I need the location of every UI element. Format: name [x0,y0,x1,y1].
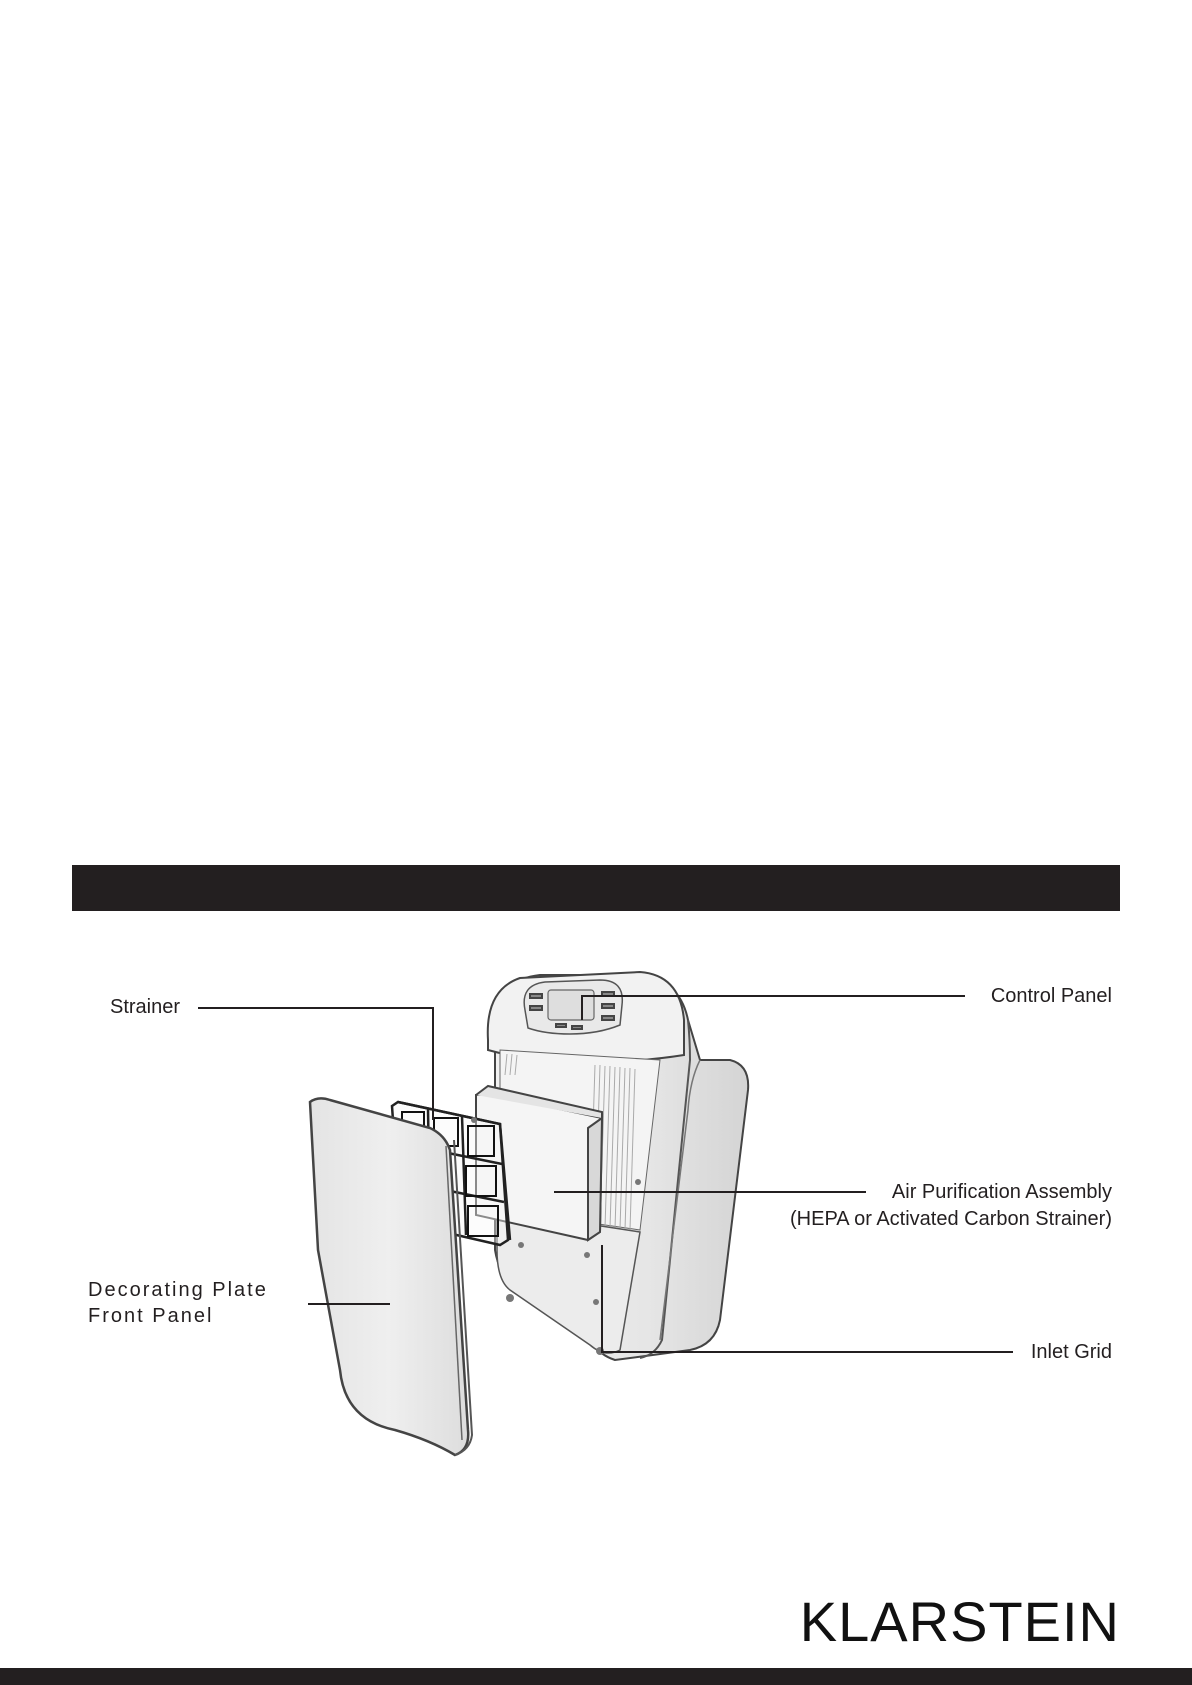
control-hood [488,972,684,1062]
label-strainer-clip [110,994,200,1024]
label-inlet-grid: Inlet Grid [1030,1341,1112,1363]
label-air-purification-line1: Air Purification Assembly [891,1181,1112,1203]
label-strainer: Strainer [110,996,181,1018]
brand-logo: KLARSTEIN [799,1590,1120,1653]
footer-bar [0,1668,1192,1685]
label-decorating-plate-line1: Decorating Plate [88,1279,268,1301]
label-decorating-plate-clip [88,1277,280,1337]
dehumidifier-exploded-view-icon [0,950,1192,1570]
exploded-view-figure [0,950,1192,1570]
label-decorating-plate-line2: Front Panel [88,1305,214,1327]
section-header-bar [72,865,1120,911]
label-control-panel: Control Panel [990,985,1112,1007]
label-air-purification-line2: (HEPA or Activated Carbon Strainer) [790,1208,1112,1230]
